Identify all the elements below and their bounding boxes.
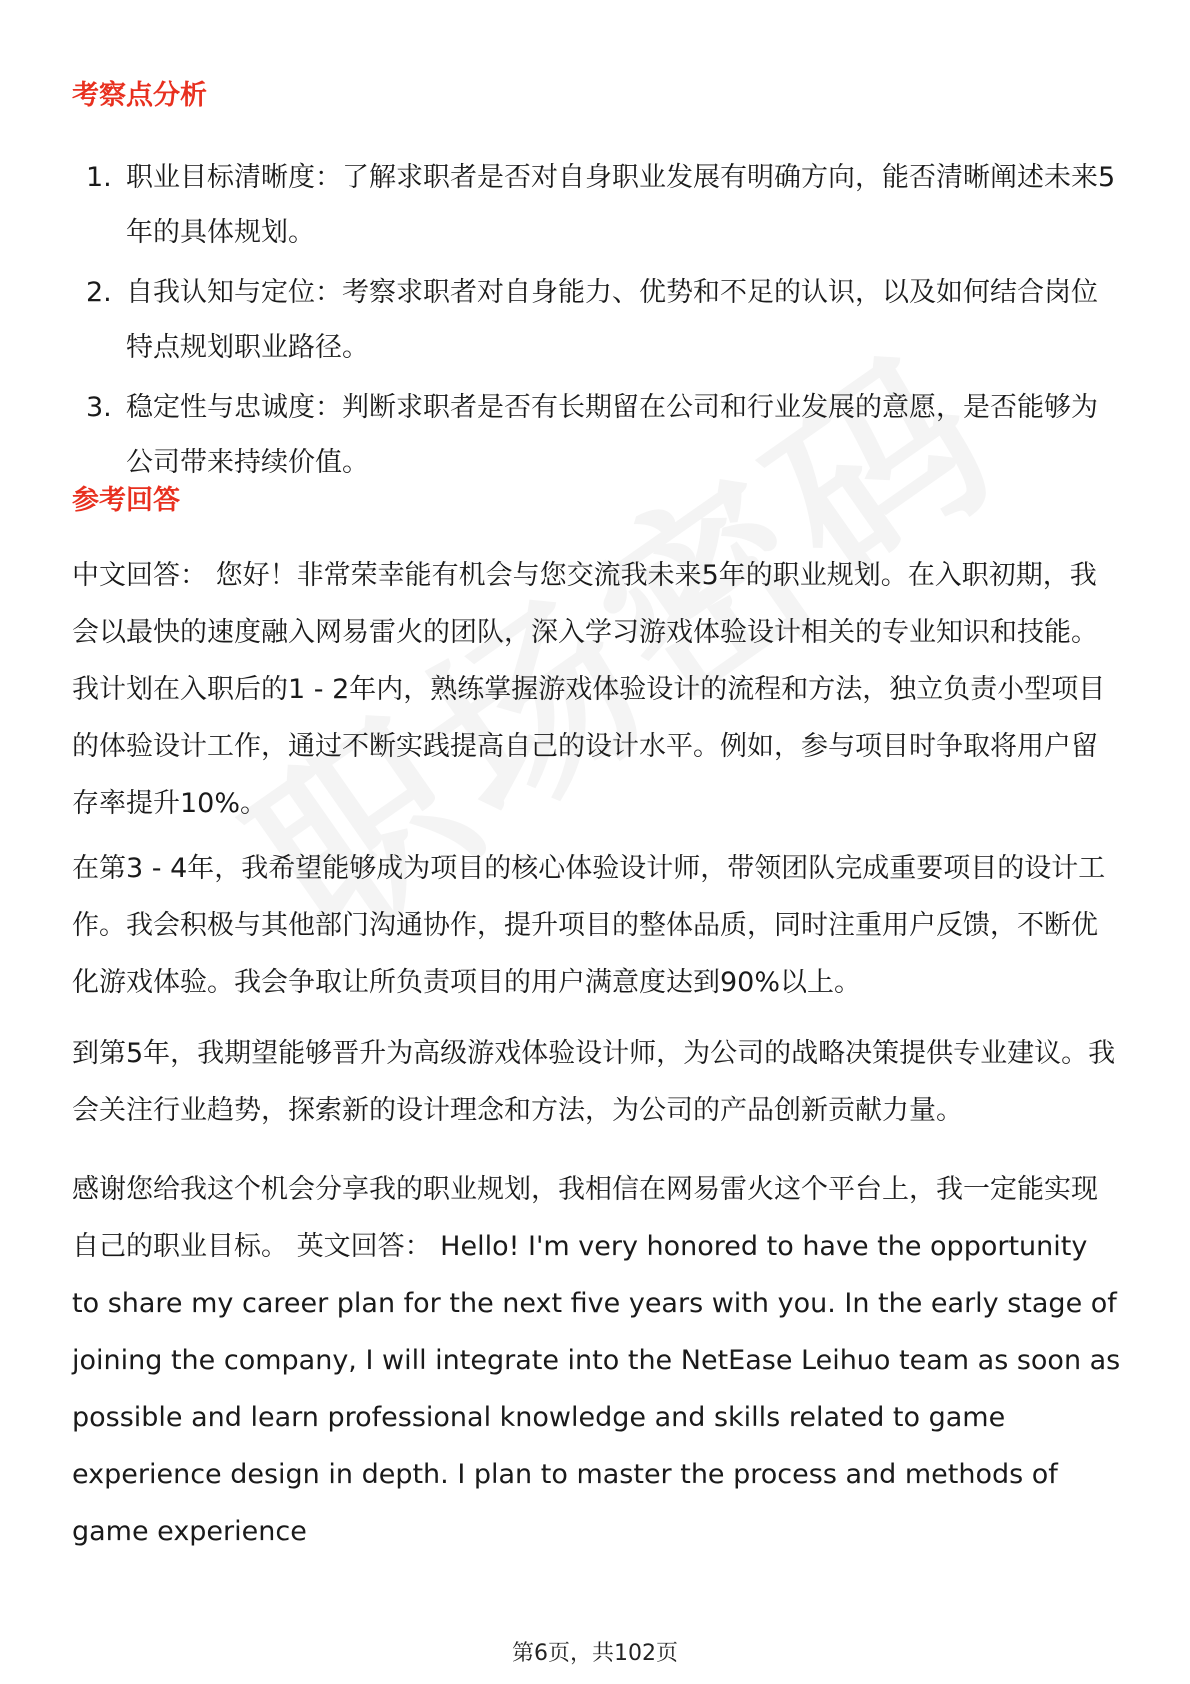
list-number: 2. [86, 277, 112, 308]
answer-paragraph: 到第5年，我期望能够晋升为高级游戏体验设计师，为公司的战略决策提供专业建议。我会关注行业趋势，探索新的设计理念和方法，为公司的产品创新贡献力量。 [72, 1038, 1116, 1126]
list-item-text: 稳定性与忠诚度：判断求职者是否有长期留在公司和行业发展的意愿，是否能够为公司带来持续价值。 [126, 392, 1098, 478]
analysis-list [72, 150, 1122, 495]
list-number: 3. [86, 392, 112, 423]
answer-paragraph: 在第3 - 4年，我希望能够成为项目的核心体验设计师，带领团队完成重要项目的设计工作。我会积极与其他部门沟通协作，提升项目的整体品质，同时注重用户反馈，不断优化游戏体验。我会争取让所负责项目的用户满意度达到90%以上。 [72, 853, 1106, 998]
section-title-reference-answer: 参考回答 [72, 485, 180, 516]
section-title-analysis: 考察点分析 [72, 80, 207, 111]
answer-paragraph: 中文回答： 您好！非常荣幸能有机会与您交流我未来5年的职业规划。在入职初期，我会以最快的速度融入网易雷火的团队，深入学习游戏体验设计相关的专业知识和技能。我计划在入职后的1 - 2年内，熟练掌握游戏体验设计的流程和方法，独立负责小型项目的体验设计工作，通过不断实践提高自己的设计水平。例如，参与项目时争取将用户留存率提升10%。 [72, 560, 1106, 819]
answer-paragraph: 感谢您给我这个机会分享我的职业规划，我相信在网易雷火这个平台上，我一定能实现自己的职业目标。 英文回答： Hello! I'm very honored to have the opportunity to share my career plan for the next five years with you. In the early stage of joining the company, I will integrate into the NetEase Leihuo team as soon as possible and learn professional knowledge and skills related to game experience design in depth. I plan to master the process and methods of game experience [72, 1174, 1121, 1547]
list-item-text: 自我认知与定位：考察求职者对自身能力、优势和不足的认识，以及如何结合岗位特点规划职业路径。 [126, 277, 1098, 363]
list-item [72, 150, 1122, 260]
list-item [72, 265, 1122, 375]
page-number: 第6页，共102页 [512, 1641, 678, 1666]
list-item [72, 380, 1122, 490]
list-number: 1. [86, 162, 112, 193]
list-item-text: 职业目标清晰度：了解求职者是否对自身职业发展有明确方向，能否清晰阐述未来5年的具体规划。 [126, 162, 1116, 248]
